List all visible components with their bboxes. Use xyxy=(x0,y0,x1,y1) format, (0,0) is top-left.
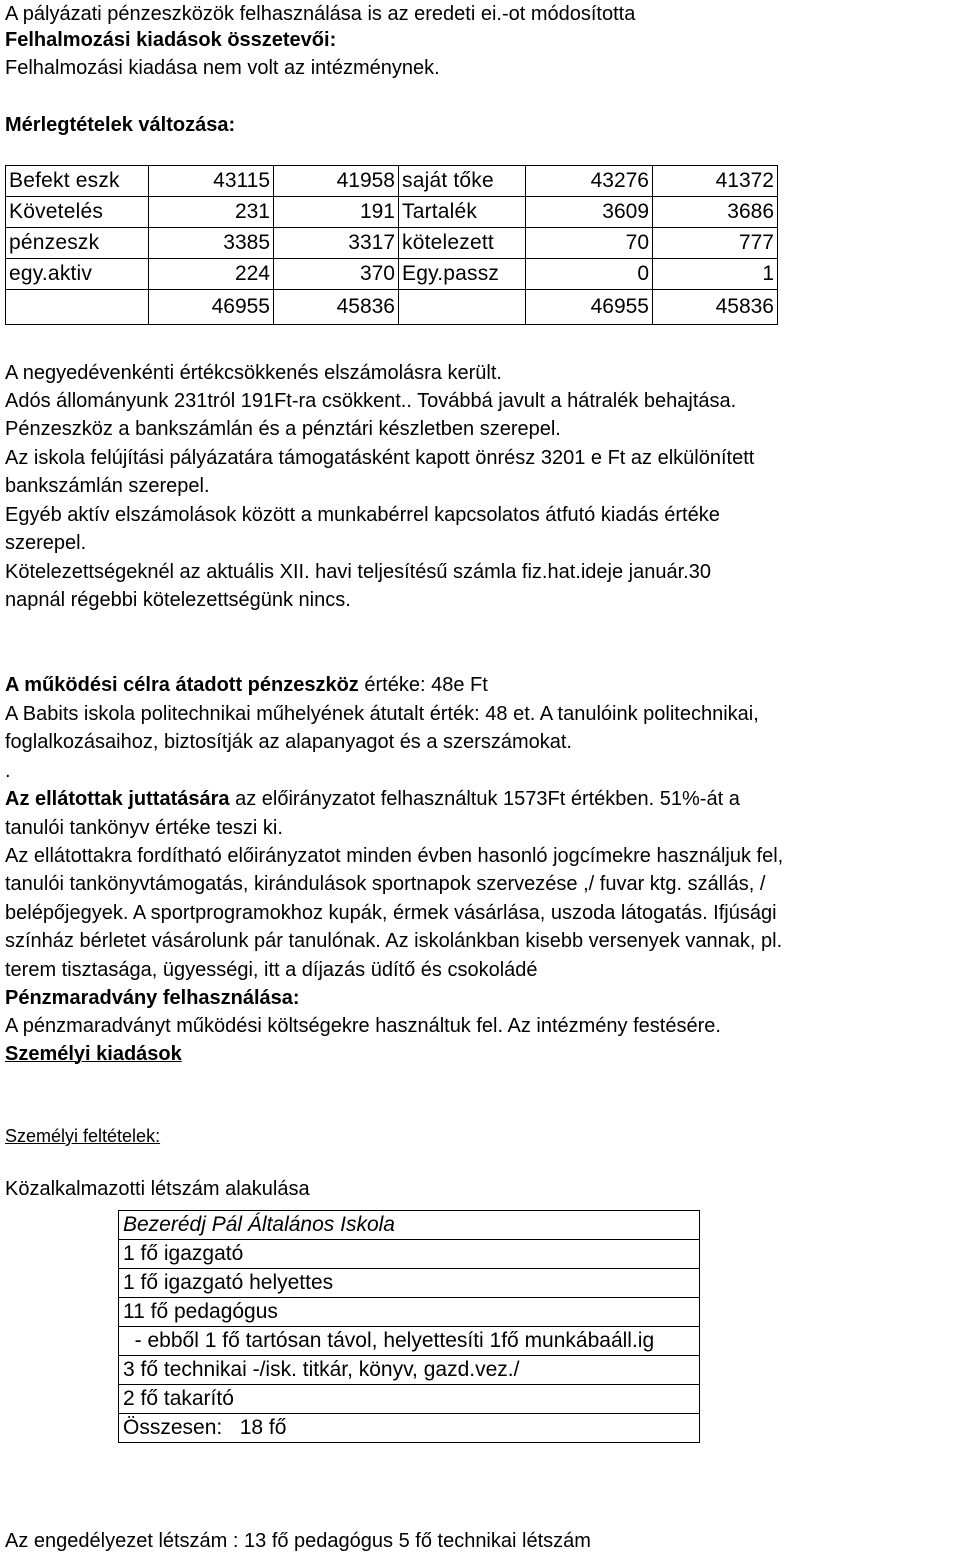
accumulation-heading: Felhalmozási kiadások összetevői: xyxy=(5,29,337,51)
benefits-text: az előirányzatot felhasználtuk 1573Ft értékben. 51%-át a xyxy=(229,788,740,810)
benefits-text: Az ellátottakra fordítható előirányzatot minden évben hasonló jogcímekre használjuk fel, xyxy=(5,845,784,867)
table-row xyxy=(119,1385,700,1414)
personnel-heading xyxy=(5,1040,182,1068)
table-cell: 0 xyxy=(526,259,653,290)
table-cell: 3385 xyxy=(149,228,274,259)
table-row xyxy=(119,1269,700,1298)
table-cell: 45836 xyxy=(653,290,778,325)
table-cell: 41958 xyxy=(274,166,399,197)
benefits-text: terem tisztasága, ügyességi, itt a díjazás üdítő és csokoládé xyxy=(5,959,538,981)
table-cell: 777 xyxy=(653,228,778,259)
headcount-title: Közalkalmazotti létszám alakulása xyxy=(5,1178,310,1200)
separator-dot: . xyxy=(5,760,11,782)
benefits-label: Az ellátottak juttatására xyxy=(5,788,230,810)
transfer-line xyxy=(5,671,488,699)
intro-line: A pályázati pénzeszközök felhasználása is az eredeti ei.-ot módosította xyxy=(5,3,636,25)
table-cell: 1 fő igazgató xyxy=(119,1240,700,1269)
table-cell: 43276 xyxy=(526,166,653,197)
table-row xyxy=(119,1414,700,1443)
transfer-value: értéke: 48e Ft xyxy=(358,674,488,696)
note-line: A negyedévenkénti értékcsökkenés elszámolásra került. xyxy=(5,362,502,384)
transfer-text: A Babits iskola politechnikai műhelyének átutalt érték: 48 et. A tanulóink politechnikai, xyxy=(5,703,759,725)
table-cell: 224 xyxy=(149,259,274,290)
table-cell: 11 fő pedagógus xyxy=(119,1298,700,1327)
benefits-text: színház bérletet vásárolunk pár tanulónak. Az iskolánkban kisebb versenyek vannak, pl. xyxy=(5,930,783,952)
note-line: Egyéb aktív elszámolások között a munkabérrel kapcsolatos átfutó kiadás értéke xyxy=(5,504,720,526)
staff-table xyxy=(118,1210,700,1443)
approved-headcount: Az engedélyezet létszám : 13 fő pedagógus 5 fő technikai létszám xyxy=(5,1530,591,1552)
personnel-heading-text: Személyi kiadások xyxy=(5,1043,182,1065)
table-row xyxy=(119,1356,700,1385)
balance-table xyxy=(5,165,778,325)
table-cell: 46955 xyxy=(526,290,653,325)
note-line: Pénzeszköz a bankszámlán és a pénztári készletben szerepel. xyxy=(5,418,561,440)
benefits-text: tanulói tankönyvtámogatás, kirándulások sportnapok szervezése ,/ fuvar ktg. szállás, / xyxy=(5,873,766,895)
table-cell xyxy=(6,290,149,325)
conditions-heading: Személyi feltételek: xyxy=(5,1126,161,1146)
table-cell: 41372 xyxy=(653,166,778,197)
table-row xyxy=(119,1327,700,1356)
table-cell: 46955 xyxy=(149,290,274,325)
table-cell: 3317 xyxy=(274,228,399,259)
table-cell: 370 xyxy=(274,259,399,290)
note-line: Adós állományunk 231tról 191Ft-ra csökkent.. Továbbá javult a hátralék behajtása. xyxy=(5,390,737,412)
table-row xyxy=(6,259,778,290)
transfer-text: foglalkozásaihoz, biztosítják az alapanyagot és a szerszámokat. xyxy=(5,731,572,753)
surplus-text: A pénzmaradványt működési költségekre használtuk fel. Az intézmény festésére. xyxy=(5,1015,721,1037)
table-row xyxy=(6,166,778,197)
table-cell: 191 xyxy=(274,197,399,228)
table-cell: 231 xyxy=(149,197,274,228)
table-row xyxy=(119,1211,700,1240)
table-cell: 1 fő igazgató helyettes xyxy=(119,1269,700,1298)
accumulation-text: Felhalmozási kiadása nem volt az intézménynek. xyxy=(5,57,440,79)
table-row xyxy=(6,197,778,228)
table-cell: 1 xyxy=(653,259,778,290)
table-cell: 45836 xyxy=(274,290,399,325)
table-row xyxy=(6,228,778,259)
benefits-line xyxy=(5,785,740,813)
note-line: napnál régebbi kötelezettségünk nincs. xyxy=(5,589,351,611)
table-cell: egy.aktiv xyxy=(6,259,149,290)
table-row xyxy=(119,1240,700,1269)
table-cell: 70 xyxy=(526,228,653,259)
transfer-label: A működési célra átadott pénzeszköz xyxy=(5,674,359,696)
table-cell: - ebből 1 fő tartósan távol, helyettesíti 1fő munkábaáll.ig xyxy=(119,1327,700,1356)
table-cell: 2 fő takarító xyxy=(119,1385,700,1414)
note-line: szerepel. xyxy=(5,532,87,554)
benefits-text: belépőjegyek. A sportprogramokhoz kupák, érmek vásárlása, uszoda látogatás. Ifjúsági xyxy=(5,902,777,924)
total-cell: Összesen: 18 fő xyxy=(119,1414,700,1443)
table-cell: Tartalék xyxy=(399,197,526,228)
table-cell: 43115 xyxy=(149,166,274,197)
table-cell: Követelés xyxy=(6,197,149,228)
table-total-row xyxy=(6,290,778,325)
table-cell: 3609 xyxy=(526,197,653,228)
note-line: Az iskola felújítási pályázatára támogatásként kapott önrész 3201 e Ft az elkülönített xyxy=(5,447,755,469)
benefits-text: tanulói tankönyv értéke teszi ki. xyxy=(5,817,283,839)
table-cell: pénzeszk xyxy=(6,228,149,259)
table-cell: Befekt eszk xyxy=(6,166,149,197)
balance-heading: Mérlegtételek változása: xyxy=(5,114,236,136)
table-cell: kötelezett xyxy=(399,228,526,259)
table-cell: saját tőke xyxy=(399,166,526,197)
surplus-heading: Pénzmaradvány felhasználása: xyxy=(5,987,300,1009)
table-cell: 3686 xyxy=(653,197,778,228)
table-cell: 3 fő technikai -/isk. titkár, könyv, gazd.vez./ xyxy=(119,1356,700,1385)
note-line: bankszámlán szerepel. xyxy=(5,475,210,497)
table-row xyxy=(119,1298,700,1327)
table-cell: Egy.passz xyxy=(399,259,526,290)
note-line: Kötelezettségeknél az aktuális XII. havi teljesítésű számla fiz.hat.ideje január.30 xyxy=(5,561,711,583)
table-cell xyxy=(399,290,526,325)
school-name-cell: Bezerédj Pál Általános Iskola xyxy=(119,1211,700,1240)
